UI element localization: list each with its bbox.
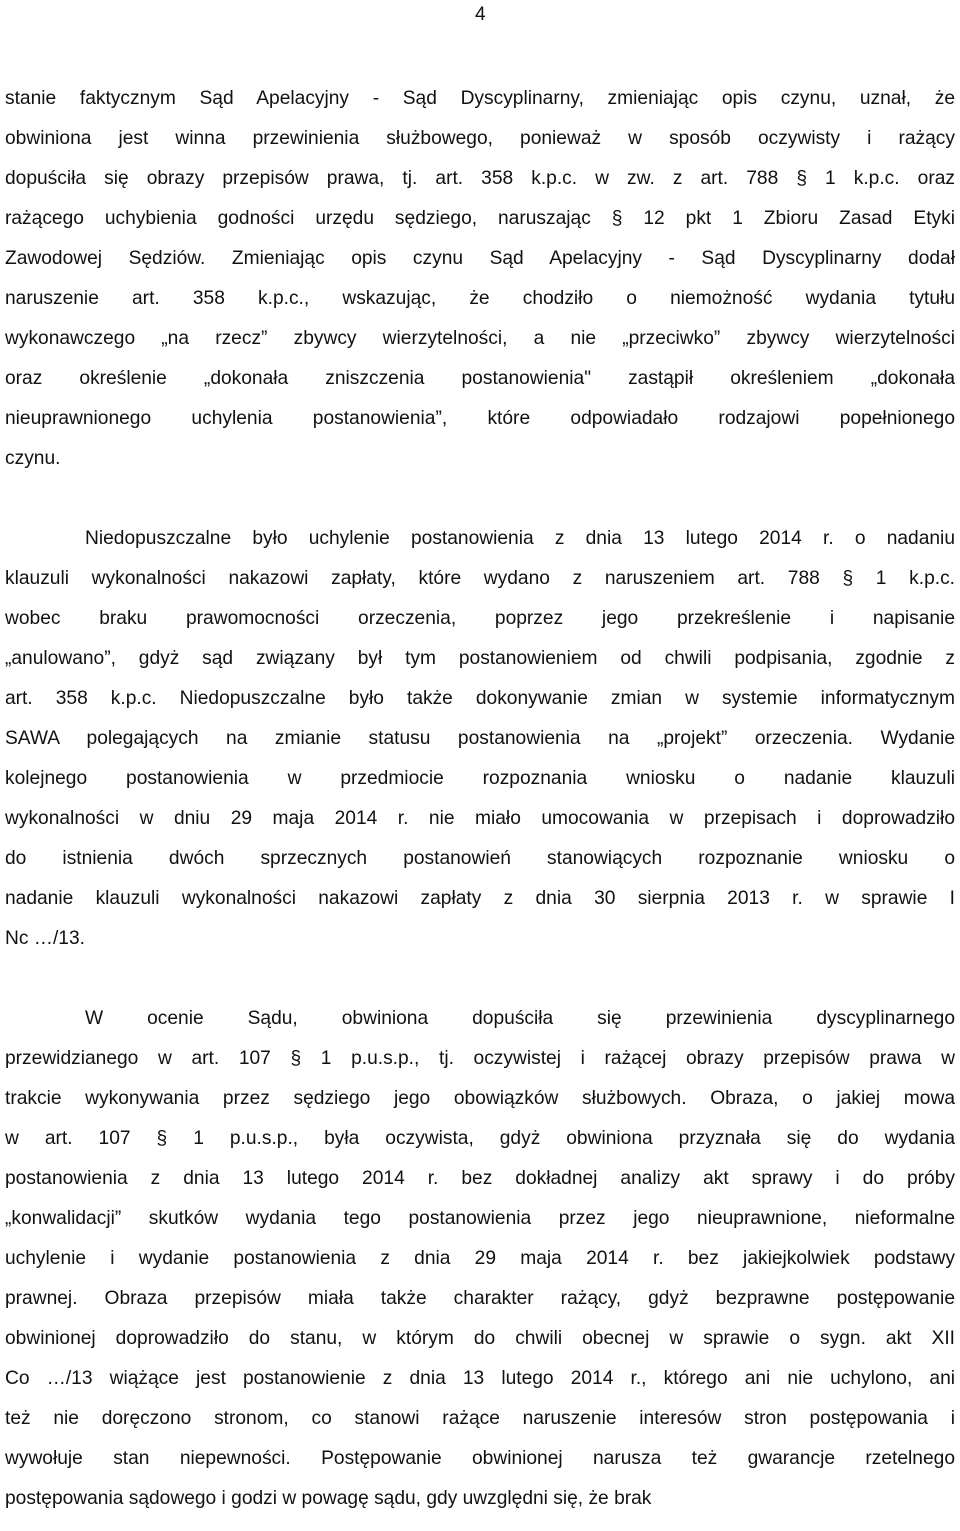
text-line: dopuściła się obrazy przepisów prawa, tj. art. 358 k.p.c. w zw. z art. 788 § 1 k.p.c. oraz — [5, 168, 955, 189]
text-line: wykonalności w dniu 29 maja 2014 r. nie miało umocowania w przepisach i doprowadziło — [5, 808, 955, 829]
text-line: wywołuje stan niepewności. Postępowanie obwinionej narusza też gwarancje rzetelnego — [5, 1448, 955, 1469]
text-line: W ocenie Sądu, obwiniona dopuściła się przewinienia dyscyplinarnego — [85, 1008, 955, 1029]
text-line: prawnej. Obraza przepisów miała także charakter rażący, gdyż bezprawne postępowanie — [5, 1288, 955, 1309]
text-line: przewidzianego w art. 107 § 1 p.u.s.p., tj. oczywistej i rażącej obrazy przepisów prawa w — [5, 1048, 955, 1069]
page-number: 4 — [475, 4, 486, 25]
text-line: Co …/13 wiążące jest postanowienie z dnia 13 lutego 2014 r., którego ani nie uchylono, ani — [5, 1368, 955, 1389]
text-line: oraz określenie „dokonała zniszczenia postanowienia" zastąpił określeniem „dokonała — [5, 368, 955, 389]
text-line: SAWA polegających na zmianie statusu postanowienia na „projekt” orzeczenia. Wydanie — [5, 728, 955, 749]
text-line: postanowienia z dnia 13 lutego 2014 r. bez dokładnej analizy akt sprawy i do próby — [5, 1168, 955, 1189]
text-line: w art. 107 § 1 p.u.s.p., była oczywista, gdyż obwiniona przyznała się do wydania — [5, 1128, 955, 1149]
text-line: postępowania sądowego i godzi w powagę sądu, gdy uwzględni się, że brak — [5, 1488, 652, 1509]
text-line: do istnienia dwóch sprzecznych postanowień stanowiących rozpoznanie wniosku o — [5, 848, 955, 869]
text-line: obwinionej doprowadziło do stanu, w którym do chwili obecnej w sprawie o sygn. akt XII — [5, 1328, 955, 1349]
text-line: art. 358 k.p.c. Niedopuszczalne było także dokonywanie zmian w systemie informatycznym — [5, 688, 955, 709]
text-line: naruszenie art. 358 k.p.c., wskazując, że chodziło o niemożność wydania tytułu — [5, 288, 955, 309]
text-line: obwiniona jest winna przewinienia służbowego, ponieważ w sposób oczywisty i rażący — [5, 128, 955, 149]
text-line: stanie faktycznym Sąd Apelacyjny - Sąd Dyscyplinarny, zmieniając opis czynu, uznał, że — [5, 88, 955, 109]
text-line: kolejnego postanowienia w przedmiocie rozpoznania wniosku o nadanie klauzuli — [5, 768, 955, 789]
text-line: nadanie klauzuli wykonalności nakazowi zapłaty z dnia 30 sierpnia 2013 r. w sprawie I — [5, 888, 955, 909]
text-line: nieuprawnionego uchylenia postanowienia”, które odpowiadało rodzajowi popełnionego — [5, 408, 955, 429]
text-line: trakcie wykonywania przez sędziego jego obowiązków służbowych. Obraza, o jakiej mowa — [5, 1088, 955, 1109]
text-line: „konwalidacji” skutków wydania tego postanowienia przez jego nieuprawnione, nieformalne — [5, 1208, 955, 1229]
text-line: Zawodowej Sędziów. Zmieniając opis czynu Sąd Apelacyjny - Sąd Dyscyplinarny dodał — [5, 248, 955, 269]
text-line: klauzuli wykonalności nakazowi zapłaty, które wydano z naruszeniem art. 788 § 1 k.p.c. — [5, 568, 955, 589]
text-line: rażącego uchybienia godności urzędu sędziego, naruszając § 12 pkt 1 Zbioru Zasad Etyki — [5, 208, 955, 229]
text-line: wykonawczego „na rzecz” zbywcy wierzytelności, a nie „przeciwko” zbywcy wierzytelności — [5, 328, 955, 349]
text-line: Niedopuszczalne było uchylenie postanowienia z dnia 13 lutego 2014 r. o nadaniu — [85, 528, 955, 549]
text-line: uchylenie i wydanie postanowienia z dnia 29 maja 2014 r. bez jakiejkolwiek podstawy — [5, 1248, 955, 1269]
text-line: wobec braku prawomocności orzeczenia, poprzez jego przekreślenie i napisanie — [5, 608, 955, 629]
text-line: Nc …/13. — [5, 928, 85, 949]
text-line: „anulowano”, gdyż sąd związany był tym postanowieniem od chwili podpisania, zgodnie z — [5, 648, 955, 669]
text-line: czynu. — [5, 448, 61, 469]
text-line: też nie doręczono stronom, co stanowi rażące naruszenie interesów stron postępowania i — [5, 1408, 955, 1429]
